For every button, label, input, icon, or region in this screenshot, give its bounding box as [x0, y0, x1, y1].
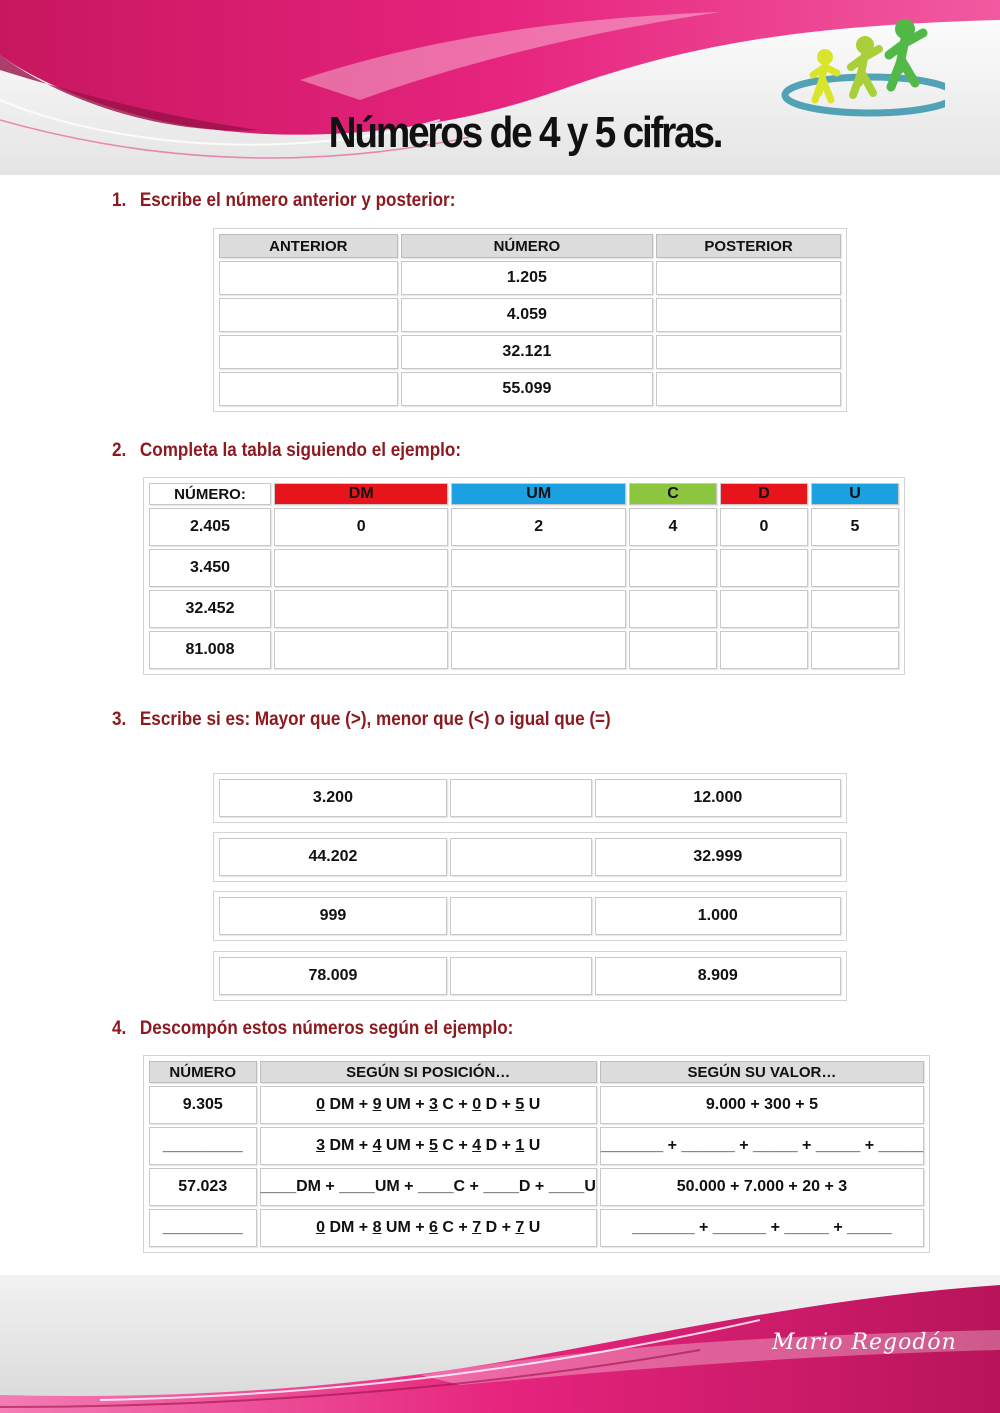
unit: DM	[329, 1137, 355, 1154]
exercise-text: Completa la tabla siguiendo el ejemplo:	[139, 440, 462, 461]
header-valor: SEGÚN SU VALOR…	[600, 1061, 924, 1083]
answer-cell[interactable]	[274, 590, 448, 628]
number-cell: 1.205	[401, 261, 654, 295]
exercise-number: 1.	[112, 190, 127, 211]
answer-cell[interactable]	[274, 549, 448, 587]
blank[interactable]: ____	[260, 1178, 297, 1195]
number-cell: 2.405	[149, 508, 271, 546]
header-numero: NÚMERO:	[149, 483, 271, 505]
number-cell: 55.099	[401, 372, 654, 406]
table-header-row	[149, 1061, 924, 1083]
value-answer-cell[interactable]: _______ + ______ + _____ + _____	[600, 1209, 924, 1247]
page-title: Números de 4 y 5 cifras.	[328, 108, 722, 157]
header-um: UM	[451, 483, 625, 505]
header-posicion: SEGÚN SI POSICIÓN…	[260, 1061, 597, 1083]
position-cell: 0 DM + 9 UM + 3 C + 0 D + 5 U	[260, 1086, 597, 1124]
author-signature: Mario Regodón	[772, 1330, 957, 1355]
blank[interactable]: ____	[417, 1178, 454, 1195]
position-cell: 0 DM + 8 UM + 6 C + 7 D + 7 U	[260, 1209, 597, 1247]
header-c: C	[629, 483, 717, 505]
left-number: 44.202	[219, 838, 447, 876]
answer-cell[interactable]	[720, 590, 808, 628]
example-row	[149, 508, 899, 546]
value-cell: 9.000 + 300 + 5	[600, 1086, 924, 1124]
blank[interactable]: _____	[753, 1137, 798, 1154]
answer-cell[interactable]	[451, 549, 625, 587]
anterior-answer-cell[interactable]	[219, 261, 398, 295]
unit: U	[528, 1096, 541, 1113]
value-cell: 50.000 + 7.000 + 20 + 3	[600, 1168, 924, 1206]
unit: D	[485, 1096, 498, 1113]
blank[interactable]: _____	[847, 1219, 892, 1236]
blank[interactable]: _______	[632, 1219, 695, 1236]
number-cell: 3.450	[149, 549, 271, 587]
unit: C	[453, 1178, 466, 1195]
blank[interactable]: _____	[815, 1137, 861, 1154]
number-cell: 9.305	[149, 1086, 257, 1124]
position-cell: 3 DM + 4 UM + 5 C + 4 D + 1 U	[260, 1127, 597, 1165]
blank[interactable]: _____	[784, 1219, 829, 1236]
unit: C	[442, 1137, 454, 1154]
unit: UM	[374, 1178, 400, 1195]
digit: 0	[316, 1219, 325, 1236]
table-row	[219, 261, 841, 295]
blank[interactable]: ______	[681, 1137, 735, 1154]
digit-cell: 4	[629, 508, 717, 546]
digit-cell: 0	[720, 508, 808, 546]
answer-cell[interactable]	[720, 631, 808, 669]
answer-cell[interactable]	[451, 631, 625, 669]
exercise-text: Escribe si es: Mayor que (>), menor que (<) o igual que (=)	[139, 709, 611, 730]
position-answer-cell[interactable]: ____DM + ____UM + ____C + ____D + ____U	[260, 1168, 597, 1206]
exercise-1-title	[112, 190, 455, 212]
blank[interactable]: ____	[483, 1178, 519, 1195]
unit: D	[485, 1219, 498, 1236]
header-dm: DM	[274, 483, 448, 505]
exercise-number: 2.	[112, 440, 127, 461]
header-numero: NÚMERO	[149, 1061, 257, 1083]
table-header-row	[149, 483, 899, 505]
answer-cell[interactable]	[720, 549, 808, 587]
comparison-row	[213, 832, 847, 882]
digit: 6	[429, 1219, 438, 1236]
digit: 3	[429, 1096, 438, 1113]
digit: 8	[372, 1219, 382, 1236]
blank[interactable]: ____	[339, 1178, 375, 1195]
unit: U	[528, 1219, 541, 1236]
comparison-answer-cell[interactable]	[450, 838, 592, 876]
answer-cell[interactable]	[629, 549, 717, 587]
header-d: D	[720, 483, 808, 505]
digit: 0	[472, 1096, 482, 1113]
comparison-row	[213, 951, 847, 1001]
number-answer-cell[interactable]: _________	[149, 1209, 257, 1247]
number-cell: 32.452	[149, 590, 271, 628]
unit: DM	[296, 1178, 321, 1195]
anterior-answer-cell[interactable]	[219, 335, 398, 369]
blank[interactable]: ____	[548, 1178, 585, 1195]
digit: 3	[316, 1137, 325, 1154]
comparison-answer-cell[interactable]	[450, 779, 592, 817]
unit: UM	[385, 1137, 411, 1154]
header-posterior: POSTERIOR	[656, 234, 841, 258]
header-u: U	[811, 483, 899, 505]
digit: 4	[472, 1137, 482, 1154]
unit: C	[442, 1219, 454, 1236]
exercise-text: Descompón estos números según el ejemplo:	[139, 1018, 514, 1039]
decomposition-table	[143, 1055, 930, 1253]
digit-cell: 5	[811, 508, 899, 546]
table-header-row	[219, 234, 841, 258]
exercise-number: 3.	[112, 709, 127, 730]
unit: UM	[385, 1219, 411, 1236]
digit: 4	[372, 1137, 382, 1154]
right-number: 1.000	[595, 897, 841, 935]
value-answer-cell[interactable]: _______ + ______ + _____ + _____ + _____	[600, 1127, 924, 1165]
comparison-row	[213, 773, 847, 823]
header-numero: NÚMERO	[401, 234, 654, 258]
answer-cell[interactable]	[811, 631, 899, 669]
unit: UM	[385, 1096, 411, 1113]
unit: U	[584, 1178, 596, 1195]
unit: C	[442, 1096, 454, 1113]
unit: U	[528, 1137, 541, 1154]
digit-cell: 2	[451, 508, 625, 546]
posterior-answer-cell[interactable]	[656, 372, 841, 406]
blank[interactable]: _______	[600, 1137, 664, 1154]
table-row	[149, 631, 899, 669]
answer-cell[interactable]	[811, 549, 899, 587]
anterior-posterior-table	[213, 228, 847, 412]
exercise-4-title	[112, 1018, 513, 1040]
answer-cell[interactable]	[811, 590, 899, 628]
digit: 0	[316, 1096, 325, 1113]
table-row	[219, 335, 841, 369]
digit-cell: 0	[274, 508, 448, 546]
exercise-3-title	[112, 709, 611, 731]
table-row	[149, 1168, 924, 1206]
table-row	[149, 1209, 924, 1247]
left-number: 78.009	[219, 957, 447, 995]
exercise-number: 4.	[112, 1018, 127, 1039]
exercise-2-title	[112, 440, 461, 462]
table-row	[219, 298, 841, 332]
right-number: 12.000	[595, 779, 841, 817]
digit: 1	[515, 1137, 525, 1154]
unit: DM	[329, 1096, 355, 1113]
comparison-answer-cell[interactable]	[450, 957, 592, 995]
table-row	[219, 372, 841, 406]
unit: D	[485, 1137, 498, 1154]
anterior-answer-cell[interactable]	[219, 298, 398, 332]
digit: 5	[515, 1096, 525, 1113]
comparison-answer-cell[interactable]	[450, 897, 592, 935]
comparison-row	[213, 891, 847, 941]
left-number: 3.200	[219, 779, 447, 817]
answer-cell[interactable]	[629, 631, 717, 669]
number-cell: 32.121	[401, 335, 654, 369]
right-number: 8.909	[595, 957, 841, 995]
answer-cell[interactable]	[451, 590, 625, 628]
blank[interactable]: ______	[712, 1219, 767, 1236]
right-number: 32.999	[595, 838, 841, 876]
posterior-answer-cell[interactable]	[656, 261, 841, 295]
table-row	[149, 1127, 924, 1165]
number-cell: 57.023	[149, 1168, 257, 1206]
digit: 7	[515, 1219, 525, 1236]
number-cell: 81.008	[149, 631, 271, 669]
number-cell: 4.059	[401, 298, 654, 332]
posterior-answer-cell[interactable]	[656, 335, 841, 369]
digit: 9	[372, 1096, 382, 1113]
left-number: 999	[219, 897, 447, 935]
posterior-answer-cell[interactable]	[656, 298, 841, 332]
number-answer-cell[interactable]: _________	[149, 1127, 257, 1165]
table-row	[149, 549, 899, 587]
digit: 7	[472, 1219, 482, 1236]
anterior-answer-cell[interactable]	[219, 372, 398, 406]
answer-cell[interactable]	[274, 631, 448, 669]
place-value-table	[143, 477, 905, 675]
answer-cell[interactable]	[629, 590, 717, 628]
table-row	[149, 590, 899, 628]
digit: 5	[429, 1137, 438, 1154]
example-row	[149, 1086, 924, 1124]
exercise-text: Escribe el número anterior y posterior:	[139, 190, 456, 211]
blank[interactable]: _____	[878, 1137, 923, 1154]
header-anterior: ANTERIOR	[219, 234, 398, 258]
unit: D	[518, 1178, 531, 1195]
unit: DM	[329, 1219, 355, 1236]
